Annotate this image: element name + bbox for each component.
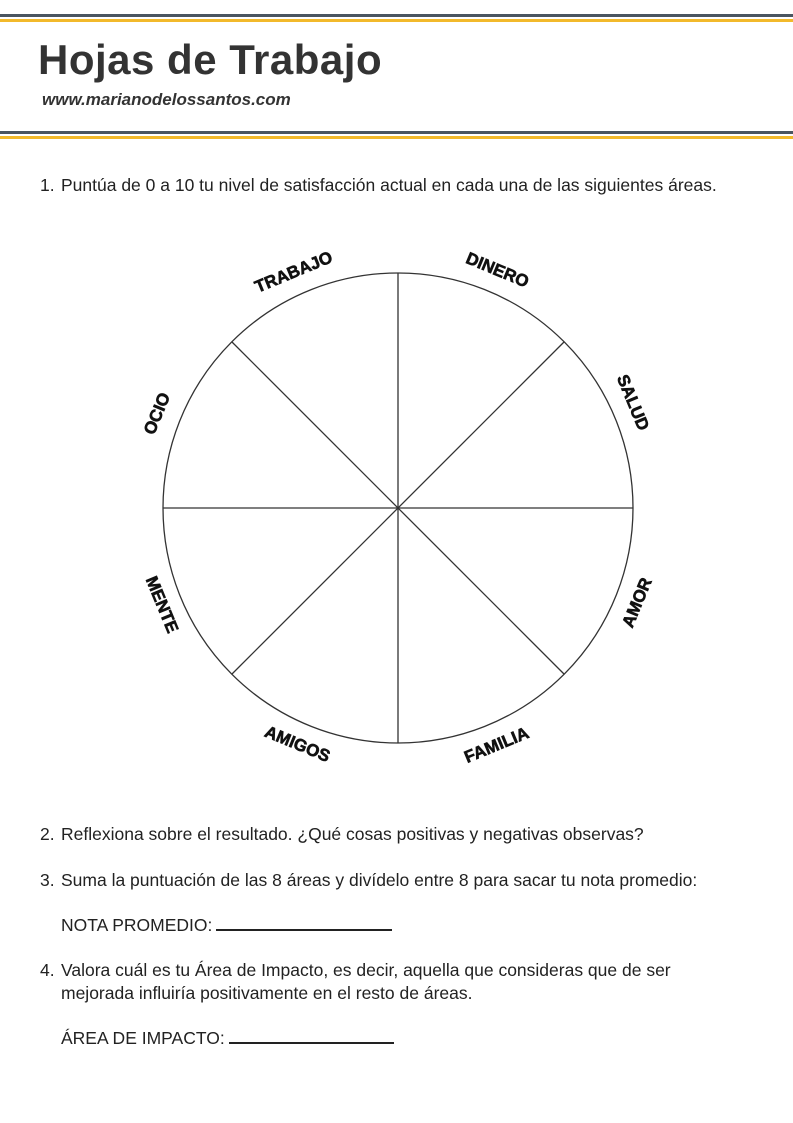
area-label-trabajo: TRABAJO [252, 247, 336, 297]
website-url: www.marianodelossantos.com [42, 90, 291, 109]
area-label-ocio: OCIO [139, 389, 175, 438]
area-label-amigos: AMIGOS [261, 722, 333, 767]
area-label-amor: AMOR [618, 574, 656, 631]
area-label-salud: SALUD [612, 371, 653, 434]
area-label-mente: MENTE [141, 573, 183, 636]
area-label-dinero: DINERO [463, 248, 532, 292]
question-4 [40, 959, 671, 1005]
question-text: Suma la puntuación de las 8 áreas y divídelo entre 8 para sacar tu nota promedio: [61, 870, 698, 890]
page-title: Hojas de Trabajo [38, 36, 383, 83]
area-impacto-label: ÁREA DE IMPACTO: [61, 1028, 225, 1048]
question-number: 3. [40, 870, 55, 890]
area-impacto-blank[interactable] [229, 1026, 394, 1044]
nota-promedio-blank[interactable] [216, 913, 392, 931]
area-impacto-field [61, 1026, 394, 1049]
nota-promedio-field [61, 913, 392, 936]
question-text: Reflexiona sobre el resultado. ¿Qué cosas positivas y negativas observas? [61, 824, 644, 844]
question-3 [40, 870, 697, 891]
nota-promedio-label: NOTA PROMEDIO: [61, 915, 213, 935]
question-2 [40, 824, 644, 845]
area-label-familia: FAMILIA [461, 723, 532, 767]
question-number: 1. [40, 175, 55, 195]
question-text-line-1: Valora cuál es tu Área de Impacto, es decir, aquella que consideras que de ser [61, 960, 671, 980]
question-number: 4. [40, 960, 55, 980]
question-number: 2. [40, 824, 55, 844]
question-text-line-2: mejorada influiría positivamente en el resto de áreas. [61, 983, 473, 1003]
question-text: Puntúa de 0 a 10 tu nivel de satisfacción actual en cada una de las siguientes áreas. [61, 175, 717, 195]
